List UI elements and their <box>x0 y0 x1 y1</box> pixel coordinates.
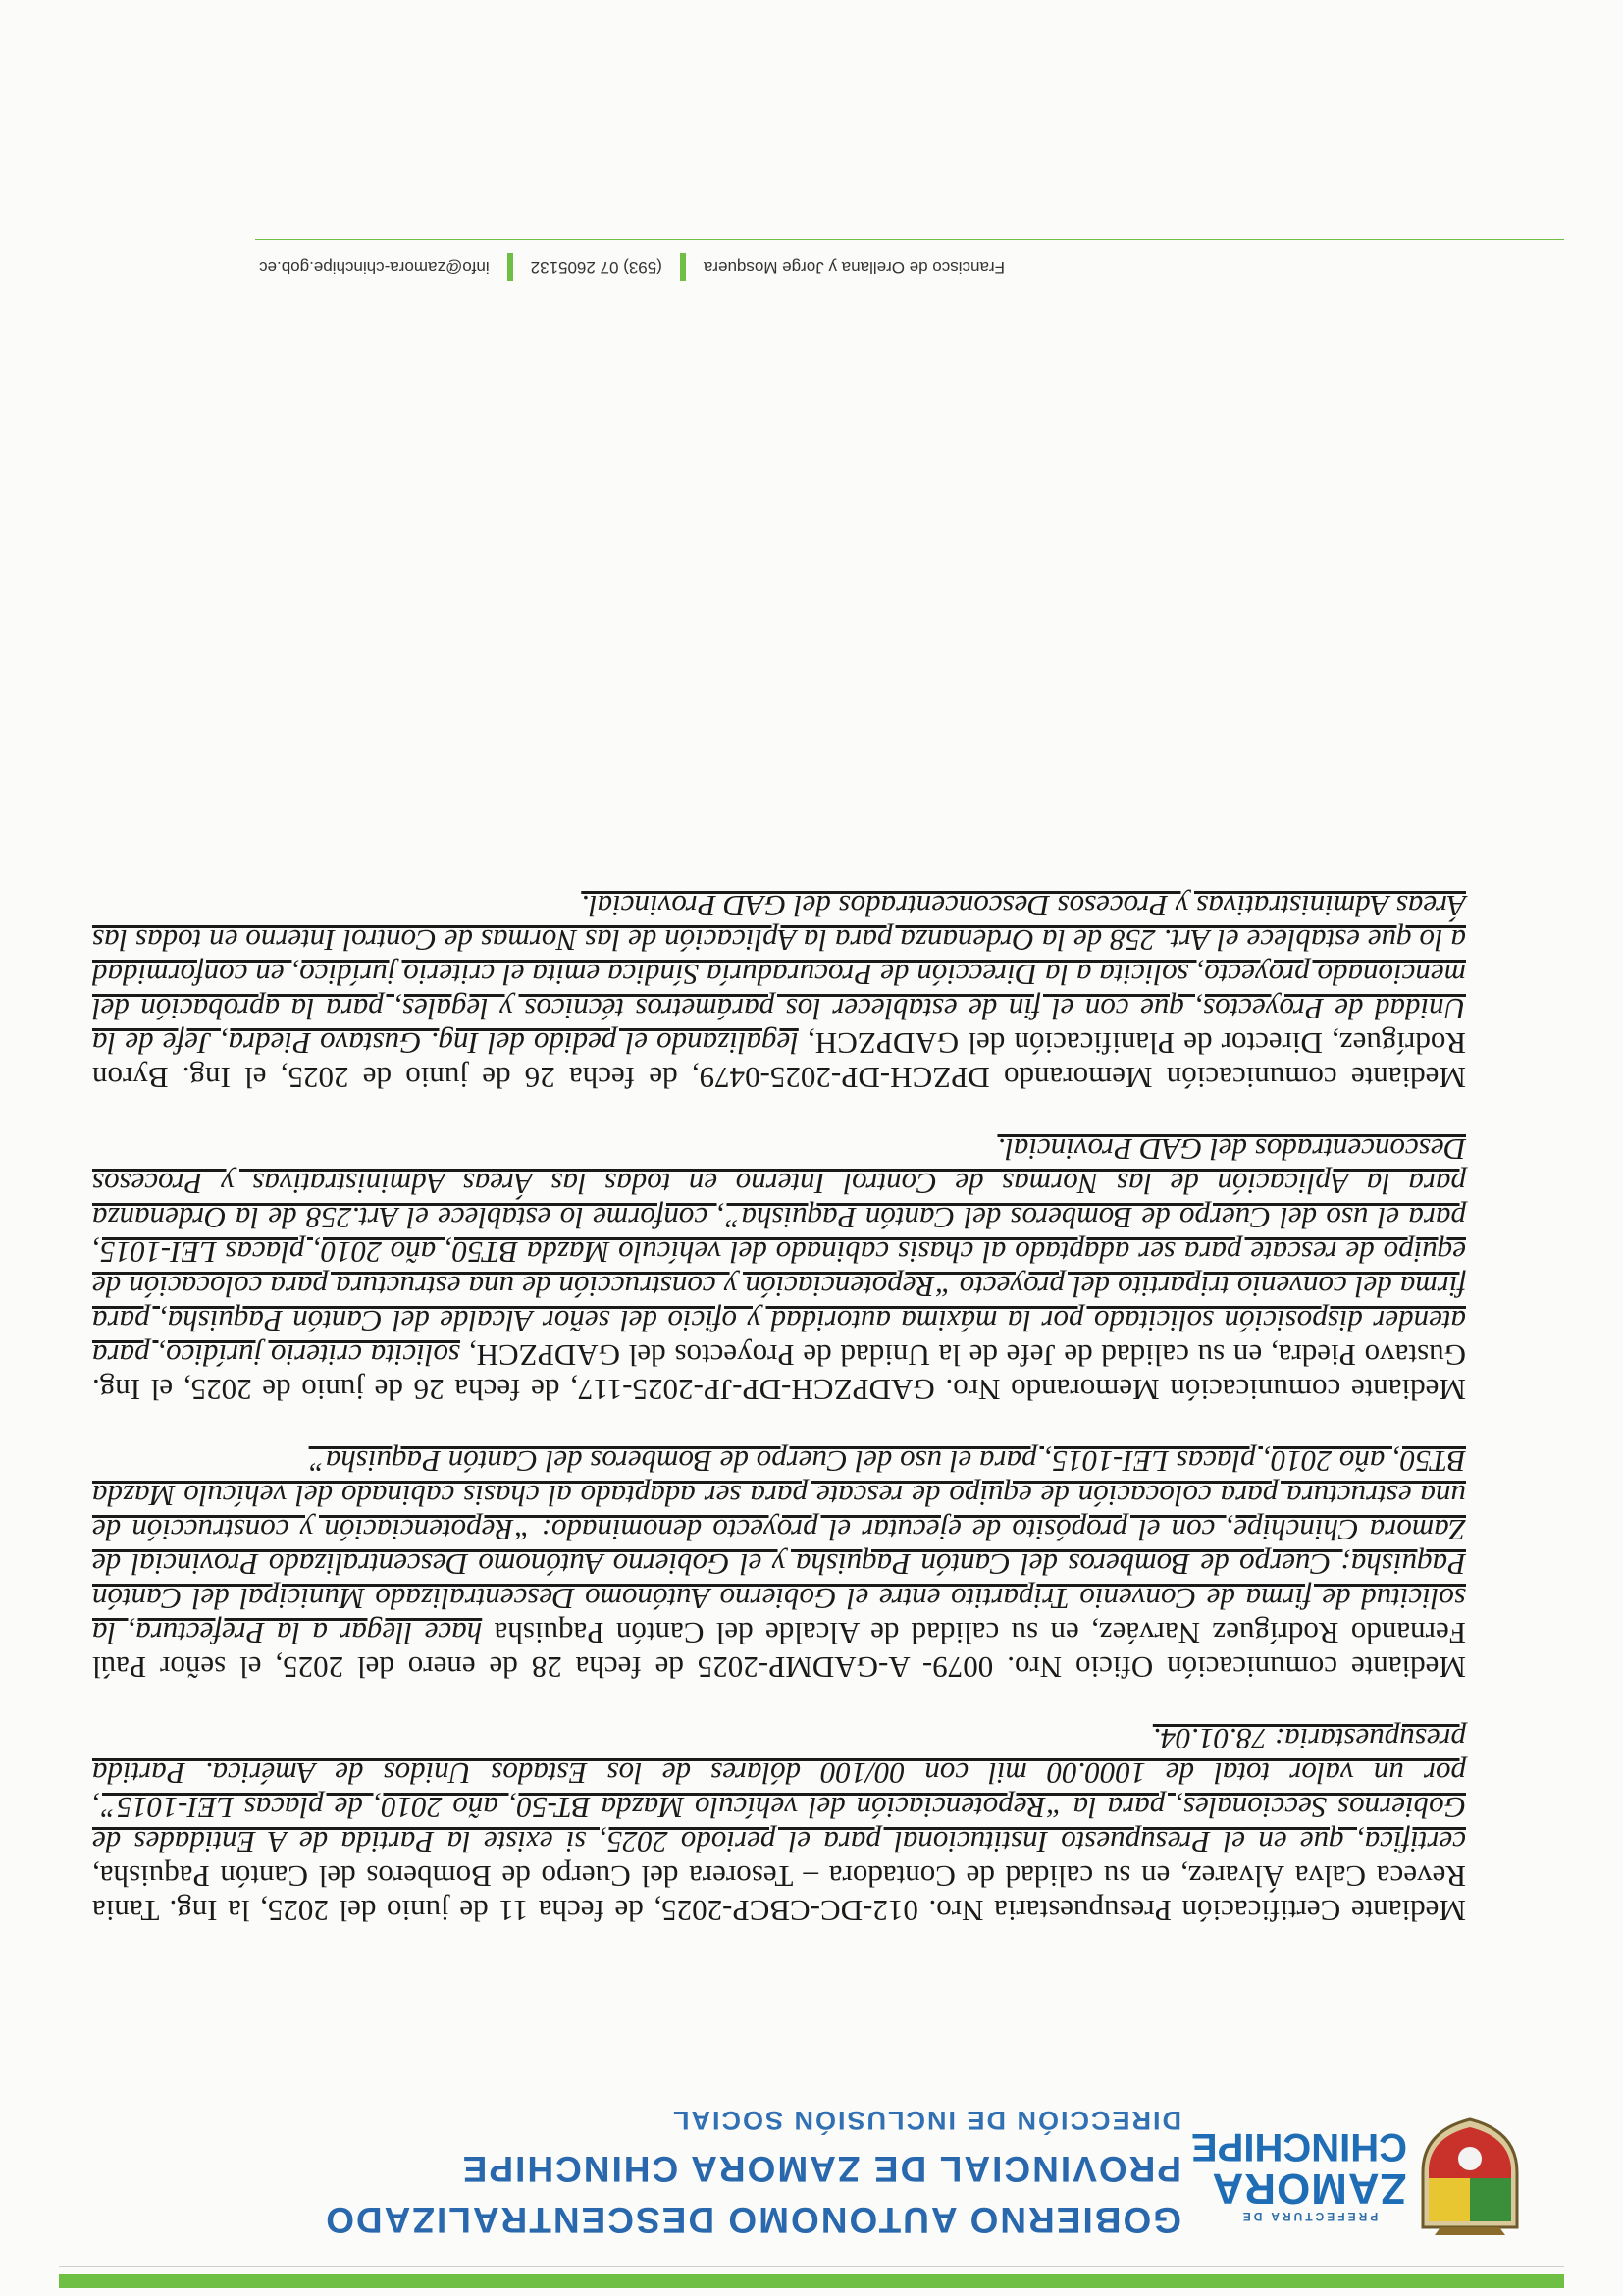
footer-separator <box>680 253 686 281</box>
coat-of-arms-icon <box>1415 2115 1525 2241</box>
document-body <box>92 852 1466 1928</box>
footer-contact <box>24 249 1005 285</box>
paragraph-oficio <box>92 1444 1466 1685</box>
paragraph-text: Mediante comunicación Memorando Nro. GADPZCH-DP-JP-2025-117, de fecha 26 de junio de 2025, el Ing. Gustavo Piedra, en su calidad de Jefe de la Unidad de Proyectos del GADPZCH, <box>92 1338 1466 1407</box>
footer-separator <box>507 253 513 281</box>
paragraph-highlight: legalizando el pedido del Ing. Gustavo Piedra, Jefe de la Unidad de Proyectos, que con el fin de establecer los parámetros técnicos y legales, para la aprobación del mencionado proyecto, solicita a la Dirección de Procuraduría Síndica emita el criterio jurídico, en conformidad a lo que establece el Art. 258 de la Ordenanza para la Aplicación de las Normas de Control Interno en todas las Áreas Administrativas y Procesos Desconcentrados del GAD Provincial. <box>92 889 1466 1061</box>
paragraph-highlight: hace llegar a la Prefectura, la solicitud de firma de Convenio Tripartito entre el Gobierno Autónomo Descentralizado Municipal del Cantón Paquisha; Cuerpo de Bomberos del Cantón Paquisha y el Gobierno Autónomo Descentralizado Provincial de Zamora Chinchipe, con el propósito de ejecutar el proyecto denominado: “Repotenciación y construcción de una estructura para colocación de equipo de rescate para ser adaptado al chasis cabinado del vehículo Mazda BT50, año 2010, placas LEI-1015, para el uso del Cuerpo de Bomberos del Cantón Paquisha” <box>92 1444 1466 1650</box>
paragraph-text: Mediante Certificación Presupuestaria Nro. 012-DC-CBCP-2025, de fecha 11 de junio del 2025, la Ing. Tania Reveca Calva Álvarez, en su calidad de Contadora – Tesorera del Cuerpo de Bomberos del Cantón Paquisha, <box>92 1859 1466 1928</box>
header-divider <box>59 2266 1564 2267</box>
brand-prefix: PREFECTURA DE <box>1239 2210 1379 2223</box>
department-title: DIRECCIÓN DE INCLUSIÓN SOCIAL <box>670 2106 1181 2135</box>
letterhead <box>102 2051 1525 2247</box>
brand-name-line2: CHINCHIPE <box>1190 2125 1407 2168</box>
institution-titles <box>269 2098 1181 2245</box>
footer-address: Francisco de Orellana y Jorge Mosquera <box>703 258 1005 277</box>
paragraph-memorando-planificacion <box>92 889 1466 1095</box>
institution-title-line1: GOBIERNO AUTONOMO DESCENTRALIZADO <box>324 2200 1181 2240</box>
footer-phone: (593) 07 2605132 <box>530 258 662 277</box>
brand-logo <box>1190 2106 1407 2223</box>
paragraph-text: Mediante comunicación Memorando DPZCH-DP-2025-0479, de fecha 26 de junio de 2025, el Ing. Byron Rodríguez, Director de Planificación del GADPZCH, <box>92 1026 1466 1095</box>
paragraph-certificacion <box>92 1722 1466 1928</box>
paragraph-highlight: certifica, que en el Presupuesto Institucional para el periodo 2025, si existe la Partida de A Entidades de Gobiernos Seccionales, para la “Repotenciación del vehículo Mazda BT-50, año 2010, de placas LEI-1015”, por un valor total de 1000.00 mil con 00/100 dólares de los Estados Unidos de América. Partida presupuestaria: 78.01.04. <box>92 1722 1466 1859</box>
paragraph-memorando-proyectos <box>92 1132 1466 1407</box>
institution-title-line2: PROVINCIAL DE ZAMORA CHINCHIPE <box>460 2149 1181 2189</box>
header-green-line <box>59 2274 1564 2288</box>
paragraph-text: Mediante comunicación Oficio Nro. 0079- A-GADMP-2025 de fecha 28 de enero del 2025, el señor Paúl Fernando Rodríguez Narváez, en su calidad de Alcalde del Cantón Paquisha <box>92 1616 1466 1685</box>
paragraph-highlight: solicita criterio jurídico, para atender disposición solicitado por la máxima autoridad y oficio del señor Alcalde del Cantón Paquisha, para firma del convenio tripartito del proyecto “Repotenciación y construcción de una estructura para colocación de equipo de rescate para ser adaptado al chasis cabinado del vehículo Mazda BT50, año 2010, placas LEI-1015, para el uso del Cuerpo de Bomberos del Cantón Paquisha”, conforme lo establece el Art.258 de la Ordenanza para la Aplicación de las Normas de Control Interno en todas las Áreas Administrativas y Procesos Desconcentrados del GAD Provincial. <box>92 1132 1466 1373</box>
footer-divider <box>255 239 1564 240</box>
footer-email[interactable]: info@zamora-chinchipe.gob.ec <box>259 258 490 277</box>
brand-name-line1: ZAMORA <box>1211 2165 1407 2213</box>
